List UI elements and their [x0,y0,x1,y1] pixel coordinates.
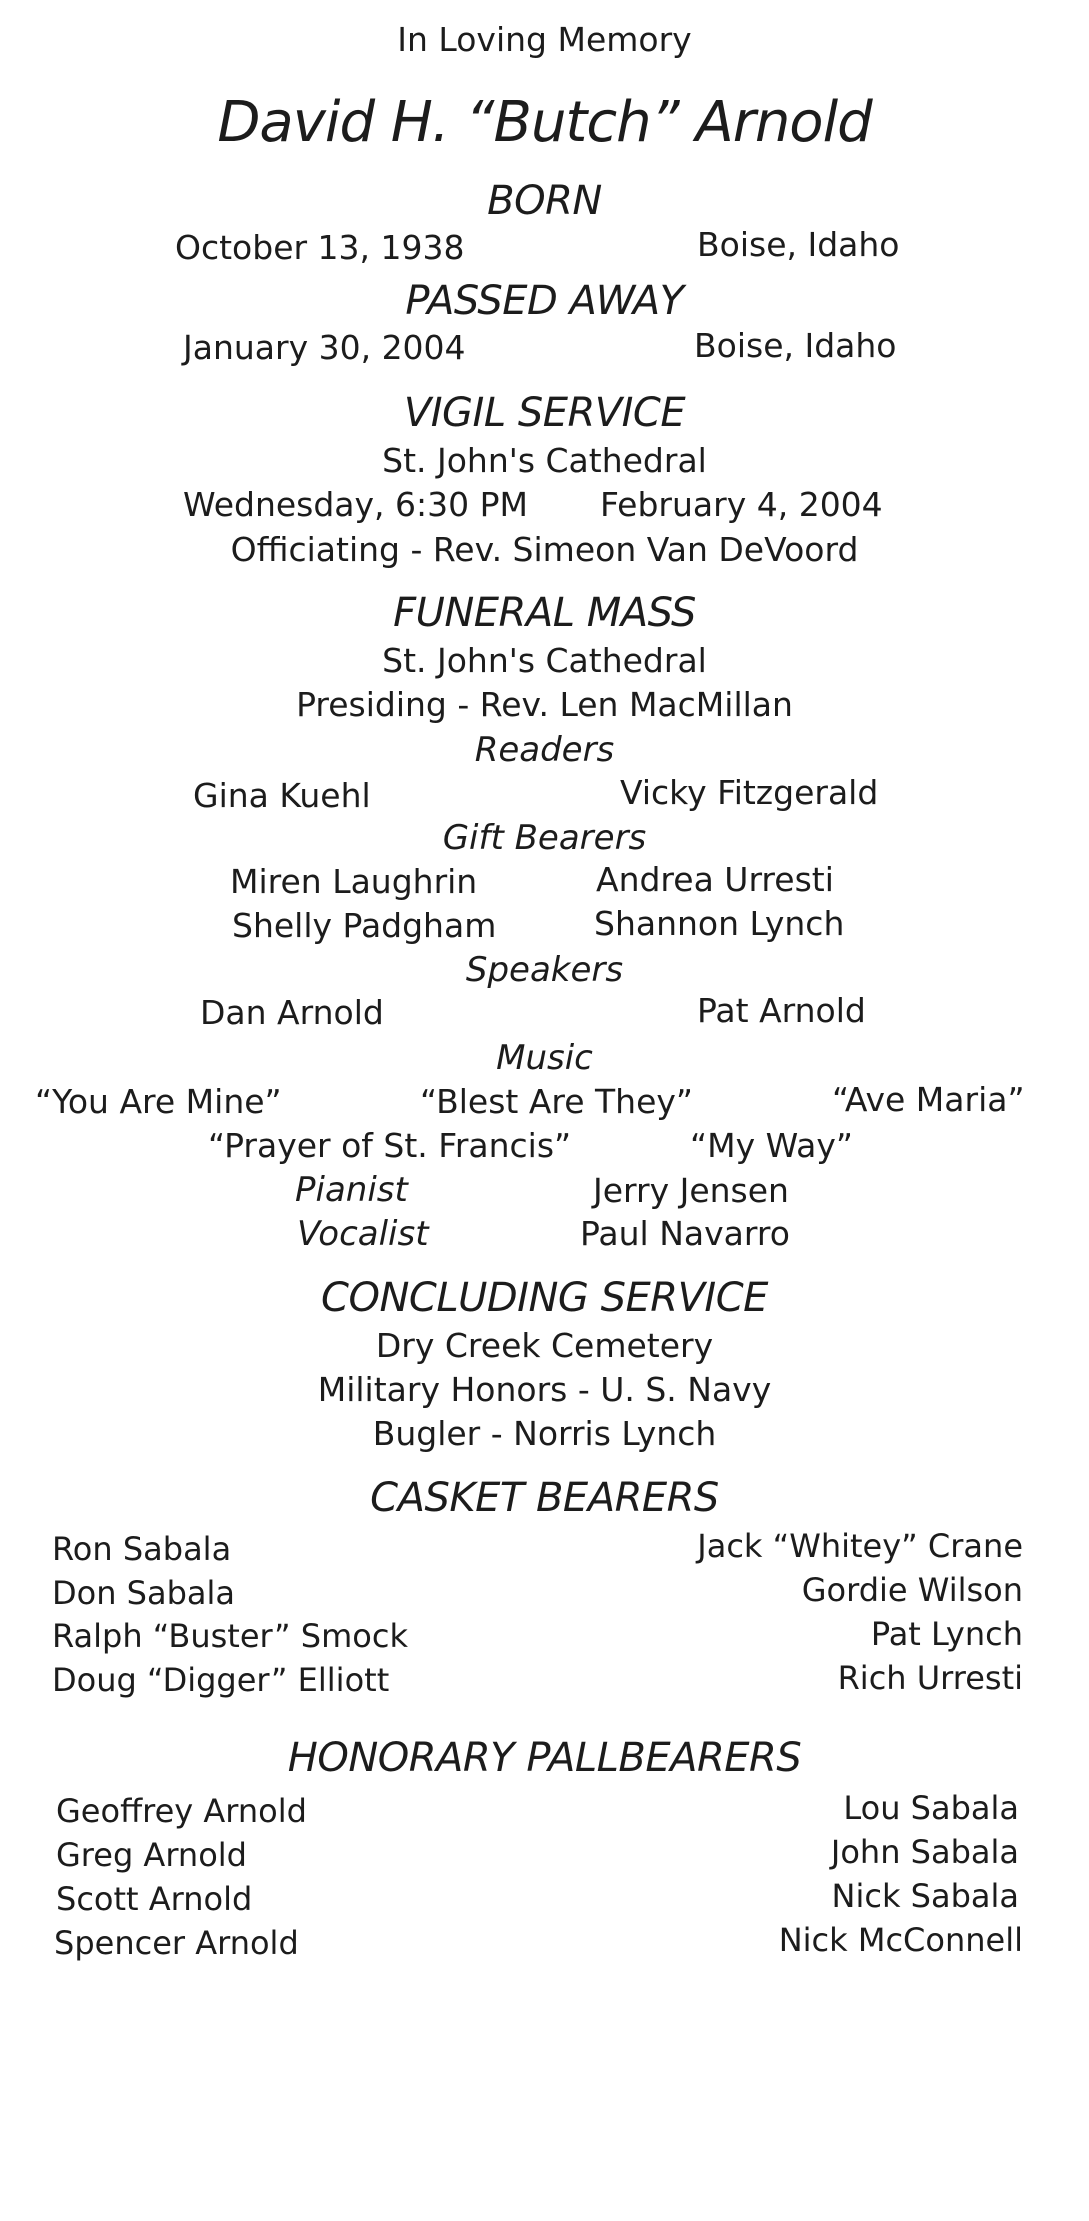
casket-bearer-name: Jack “Whitey” Crane [697,1527,1023,1565]
honorary-pallbearer-name: Spencer Arnold [54,1924,299,1962]
concluding-line: Bugler - Norris Lynch [372,1414,717,1453]
deceased-name: David H. “Butch” Arnold [217,90,872,155]
gift-bearer-name: Miren Laughrin [230,862,478,901]
honorary-pallbearer-name: Nick Sabala [831,1877,1019,1915]
vigil-date: February 4, 2004 [600,485,883,524]
readers-label: Readers [474,730,615,770]
casket-heading: CASKET BEARERS [370,1475,719,1521]
vigil-location: St. John's Cathedral [382,441,707,480]
passed-date: January 30, 2004 [183,328,466,367]
song-title: “Prayer of St. Francis” [208,1126,572,1165]
funeral-heading: FUNERAL MASS [393,590,696,636]
honorary-pallbearer-name: John Sabala [830,1833,1019,1871]
casket-bearer-name: Gordie Wilson [801,1571,1023,1609]
gift-bearer-name: Andrea Urresti [596,860,834,899]
pianist-name: Jerry Jensen [593,1171,789,1210]
reader-name: Vicky Fitzgerald [620,773,879,812]
vigil-time: Wednesday, 6:30 PM [183,485,529,524]
born-place: Boise, Idaho [697,225,900,264]
song-title: “Ave Maria” [832,1080,1025,1119]
casket-bearer-name: Don Sabala [52,1574,236,1612]
honorary-pallbearer-name: Lou Sabala [843,1789,1019,1827]
music-label: Music [496,1038,593,1078]
gift-bearer-name: Shelly Padgham [232,906,497,945]
funeral-location: St. John's Cathedral [382,641,707,680]
header-title: In Loving Memory [397,20,692,59]
gift-bearers-label: Gift Bearers [442,818,647,858]
honorary-pallbearer-name: Nick McConnell [778,1921,1023,1959]
honorary-pallbearer-name: Scott Arnold [56,1880,253,1918]
speaker-name: Dan Arnold [200,993,384,1032]
song-title: “You Are Mine” [35,1082,282,1121]
speakers-label: Speakers [465,950,624,990]
vocalist-label: Vocalist [297,1214,429,1254]
funeral-presiding: Presiding - Rev. Len MacMillan [296,685,793,724]
honorary-pallbearer-name: Greg Arnold [56,1836,247,1874]
speaker-name: Pat Arnold [697,991,866,1030]
passed-place: Boise, Idaho [694,326,897,365]
concluding-heading: CONCLUDING SERVICE [321,1275,768,1321]
concluding-line: Military Honors - U. S. Navy [317,1370,772,1409]
casket-bearer-name: Pat Lynch [870,1615,1023,1653]
born-heading: BORN [487,178,602,224]
honorary-pallbearer-name: Geoffrey Arnold [56,1792,307,1830]
passed-heading: PASSED AWAY [405,278,684,324]
casket-bearer-name: Doug “Digger” Elliott [52,1661,390,1699]
honorary-heading: HONORARY PALLBEARERS [287,1735,802,1781]
casket-bearer-name: Rich Urresti [837,1659,1023,1697]
born-date: October 13, 1938 [175,228,465,267]
pianist-label: Pianist [295,1170,408,1210]
casket-bearer-name: Ron Sabala [52,1530,232,1568]
casket-bearer-name: Ralph “Buster” Smock [52,1617,408,1655]
vigil-officiating: Officiating - Rev. Simeon Van DeVoord [230,530,859,569]
song-title: “Blest Are They” [420,1082,694,1121]
vocalist-name: Paul Navarro [580,1214,790,1253]
vigil-heading: VIGIL SERVICE [403,390,686,436]
gift-bearer-name: Shannon Lynch [594,904,845,943]
concluding-line: Dry Creek Cemetery [375,1326,714,1365]
song-title: “My Way” [690,1126,853,1165]
reader-name: Gina Kuehl [193,776,371,815]
